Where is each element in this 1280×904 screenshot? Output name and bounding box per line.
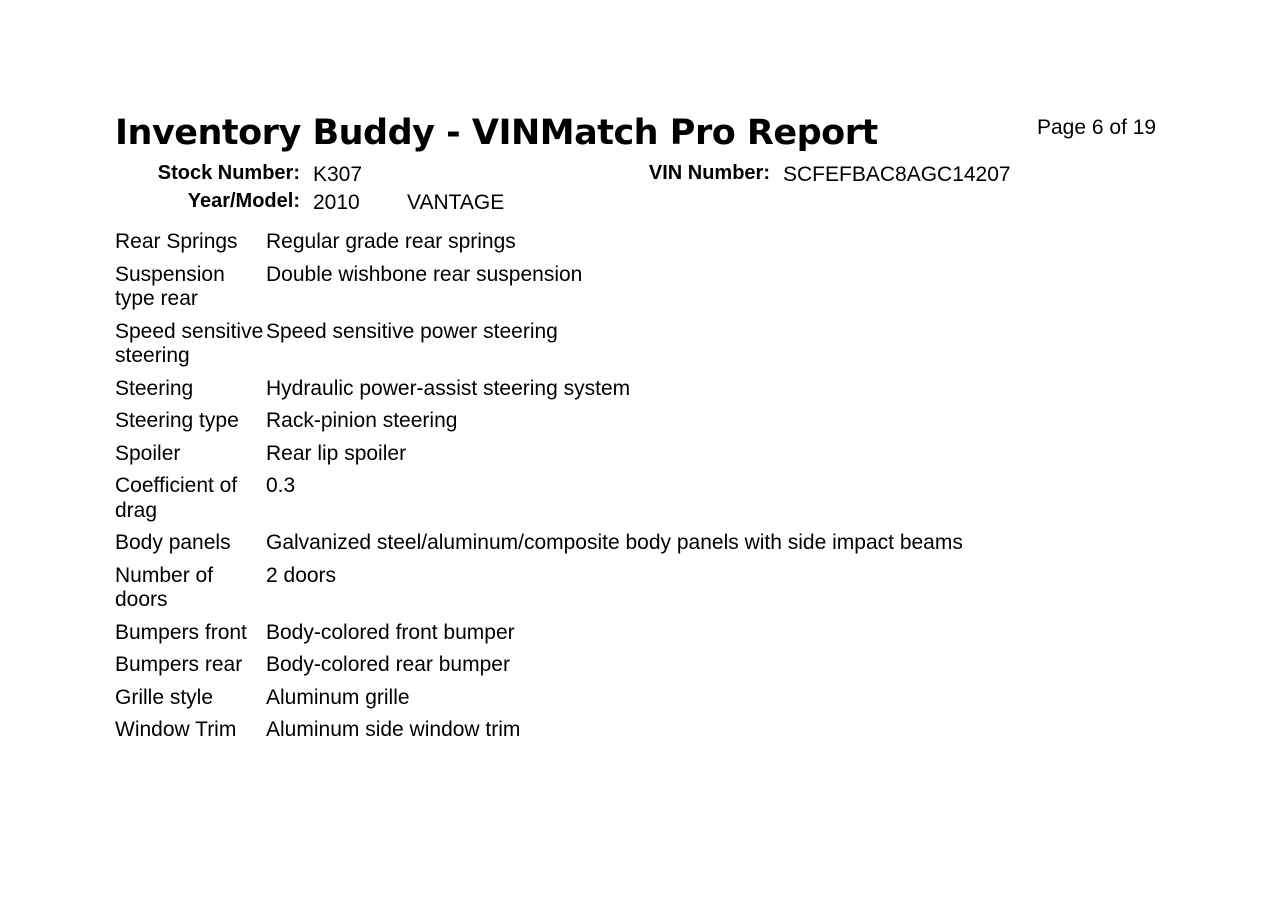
spec-name: Spoiler: [115, 441, 181, 465]
spec-name: Number of doors: [115, 563, 214, 611]
spec-name: Rear Springs: [115, 230, 238, 253]
spec-row: [115, 320, 1115, 369]
spec-name: Coefficient of drag: [115, 474, 238, 522]
spec-name: Bumpers front: [115, 620, 247, 644]
spec-value: Body-colored rear bumper: [266, 653, 510, 676]
stock-number-label: Stock Number:: [157, 162, 300, 184]
spec-row: [115, 718, 1115, 743]
spec-name: Bumpers rear: [115, 653, 243, 676]
spec-value: Rack-pinion steering: [266, 409, 458, 432]
spec-value: Aluminum grille: [266, 685, 410, 709]
spec-row: [115, 564, 1115, 613]
report-title: Inventory Buddy - VINMatch Pro Report: [115, 113, 878, 153]
spec-value: Rear lip spoiler: [266, 441, 407, 465]
spec-value: Aluminum side window trim: [266, 718, 521, 741]
model-value: VANTAGE: [407, 191, 505, 214]
spec-value: Double wishbone rear suspension: [266, 262, 583, 286]
spec-row: [115, 409, 1115, 434]
spec-row: [115, 377, 1115, 402]
spec-name: Body panels: [115, 531, 231, 554]
spec-name: Grille style: [115, 685, 214, 709]
vin-number-value: SCFEFBAC8AGC14207: [783, 163, 1011, 186]
stock-number-value: K307: [313, 163, 363, 186]
spec-name: Steering type: [115, 409, 239, 432]
spec-value: Hydraulic power-assist steering system: [266, 376, 631, 400]
spec-row: [115, 442, 1115, 467]
spec-name: Speed sensitive steering: [115, 319, 264, 367]
spec-row: [115, 263, 1115, 312]
spec-value: 2 doors: [266, 563, 337, 587]
spec-row: [115, 531, 1115, 556]
year-value: 2010: [313, 191, 360, 214]
vin-number-label: VIN Number:: [648, 162, 770, 184]
year-model-label: Year/Model:: [187, 190, 300, 212]
spec-row: [115, 474, 1115, 523]
spec-value: Body-colored front bumper: [266, 620, 515, 644]
spec-row: [115, 686, 1115, 711]
spec-name: Suspension type rear: [115, 262, 225, 310]
spec-value: Galvanized steel/aluminum/composite body panels with side impact beams: [266, 531, 963, 554]
spec-table: [115, 230, 1115, 751]
spec-name: Steering: [115, 376, 194, 400]
spec-name: Window Trim: [115, 718, 237, 741]
spec-row: [115, 653, 1115, 678]
spec-row: [115, 621, 1115, 646]
spec-value: 0.3: [266, 474, 296, 497]
spec-value: Regular grade rear springs: [266, 230, 516, 253]
spec-value: Speed sensitive power steering: [266, 319, 558, 343]
spec-row: [115, 230, 1115, 255]
page-number: Page 6 of 19: [1037, 116, 1157, 139]
